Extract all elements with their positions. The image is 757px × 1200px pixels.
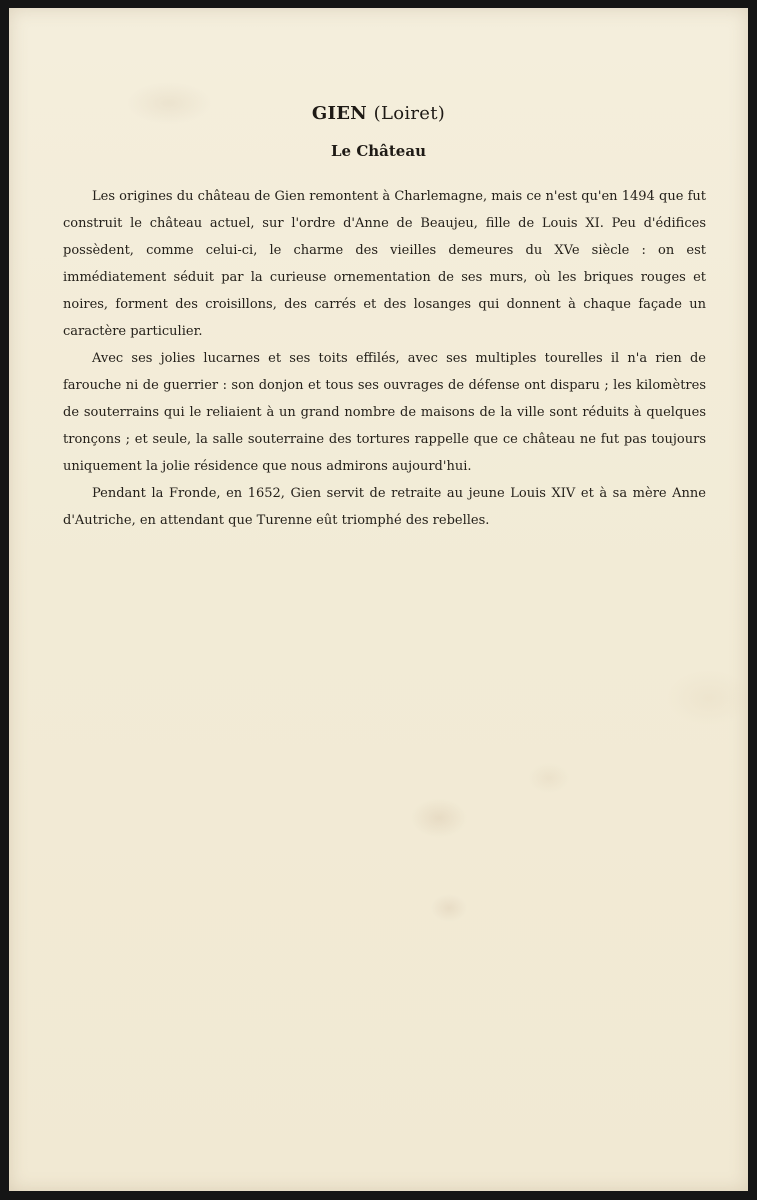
title-town: GIEN — [311, 103, 368, 124]
paragraph-fronde: Pendant la Fronde, en 1652, Gien servit de retraite au jeune Louis XIV et à sa mère Anne d'Autriche, en attendant que Turenne eût triomphé des rebelles. — [63, 486, 706, 528]
paragraph-architecture: Avec ses jolies lucarnes et ses toits effilés, avec ses multiples tourelles il n'a rien de farouche ni de guerrier : son donjon et tous ses ouvrages de défense ont disparu ; les kilomètres de souterrains qui le reliaient à un grand nombre de maisons de la ville sont réduits à quelques tronçons ; et seule, la salle souterraine des tortures rappelle que ce château ne fut pas toujours uniquement la jolie résidence que nous admirons aujourd'hui. — [63, 351, 706, 474]
paragraph-origins: Les origines du château de Gien remontent à Charlemagne, mais ce n'est qu'en 1494 que fut construit le château actuel, sur l'ordre d'Anne de Beaujeu, fille de Louis XI. Peu d'édifices possèdent, comme celui-ci, le charme des vieilles demeures du XVe siècle : on est immédiatement séduit par la curieuse ornementation de ses murs, où les briques rouges et noires, forment des croisillons, des carrés et des losanges qui donnent à chaque façade un caractère particulier. — [63, 189, 706, 339]
postcard-back — [9, 8, 748, 1191]
text-body — [63, 183, 706, 534]
page-title — [9, 103, 748, 124]
title-department: (Loiret) — [373, 103, 446, 124]
page-subtitle: Le Château — [331, 142, 426, 160]
